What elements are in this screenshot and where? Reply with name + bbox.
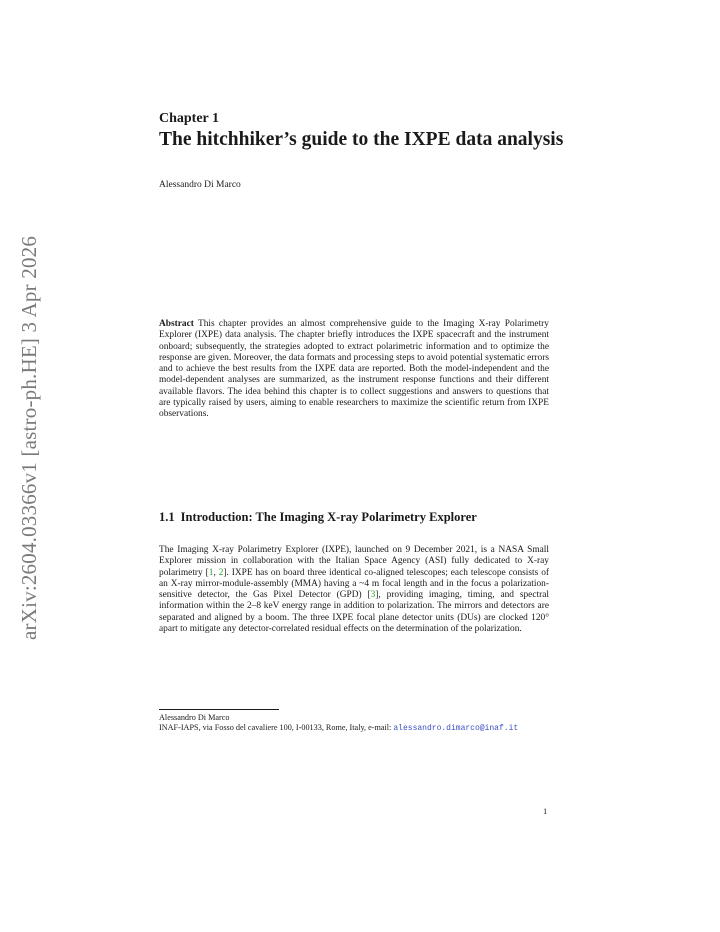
chapter-label: Chapter 1: [159, 111, 220, 126]
email-link[interactable]: alessandro.dimarco@inaf.it: [393, 724, 519, 733]
section-number: 1.1: [159, 510, 175, 524]
intro-paragraph: [159, 545, 549, 635]
author-footnote: [159, 713, 549, 734]
abstract: [159, 319, 549, 421]
citation-link[interactable]: 3: [370, 590, 376, 601]
intro-text-2: ]. IXPE has on board three identical co-aligned telescopes; each telescope consists of an X-ray mirror-module-assembly (MMA) having a ~4 m focal length and in the focus a polarization-sensitive detector, the Gas Pixel Detector (GPD) [: [159, 567, 549, 601]
arxiv-identifier: arXiv:2604.03366v1 [astro-ph.HE] 3 Apr 2026: [17, 235, 41, 640]
section-heading: [159, 510, 477, 525]
abstract-label: Abstract: [159, 319, 194, 329]
citation-link[interactable]: 1: [208, 567, 214, 578]
intro-text-3: ], providing imaging, timing, and spectral information within the 2–8 keV energy range in addition to polarization. The mirrors and detectors are separated and aligned by a boom. The three IXPE focal plane detector units (DUs) are clocked 120° apart to mitigate any detector-correlated residual effects on the determination of the polarization.: [159, 590, 549, 635]
footnote-author-name: Alessandro Di Marco: [159, 713, 230, 722]
citation-separator: ,: [213, 567, 219, 578]
intro-text-1: The Imaging X-ray Polarimetry Explorer (IXPE), launched on 9 December 2021, is a NASA Small Explorer mission in collaboration with the Italian Space Agency (ASI) fully dedicated to X-ray polarimetry [: [159, 545, 549, 578]
page-number: 1: [543, 806, 548, 816]
abstract-text: This chapter provides an almost comprehensive guide to the Imaging X-ray Polarimetry Explorer (IXPE) data analysis. The chapter briefly introduces the IXPE spacecraft and the instrument onboard; subsequently, the strategies adopted to extract polarimetric information and to optimize the response are given. Moreover, the data formats and processing steps to avoid potential systematic errors and to achieve the best results from the IXPE data are reported. Both the model-independent and the model-dependent analyses are summarized, as the instrument response functions and their different available flavors. The idea behind this chapter is to collect suggestions and answers to questions that are typically raised by users, aiming to enable researchers to maximize the scientific return from IXPE observations.: [159, 319, 549, 420]
chapter-title: The hitchhiker’s guide to the IXPE data analysis: [159, 129, 564, 150]
footnote-affiliation-line: [159, 723, 549, 734]
author-name: Alessandro Di Marco: [159, 180, 241, 190]
footnote-affiliation: INAF-IAPS, via Fosso del cavaliere 100, I-00133, Rome, Italy, e-mail:: [159, 723, 394, 732]
footnote-rule: [159, 709, 279, 710]
section-title: Introduction: The Imaging X-ray Polarimetry Explorer: [180, 510, 477, 524]
citation-link[interactable]: 2: [218, 567, 224, 578]
